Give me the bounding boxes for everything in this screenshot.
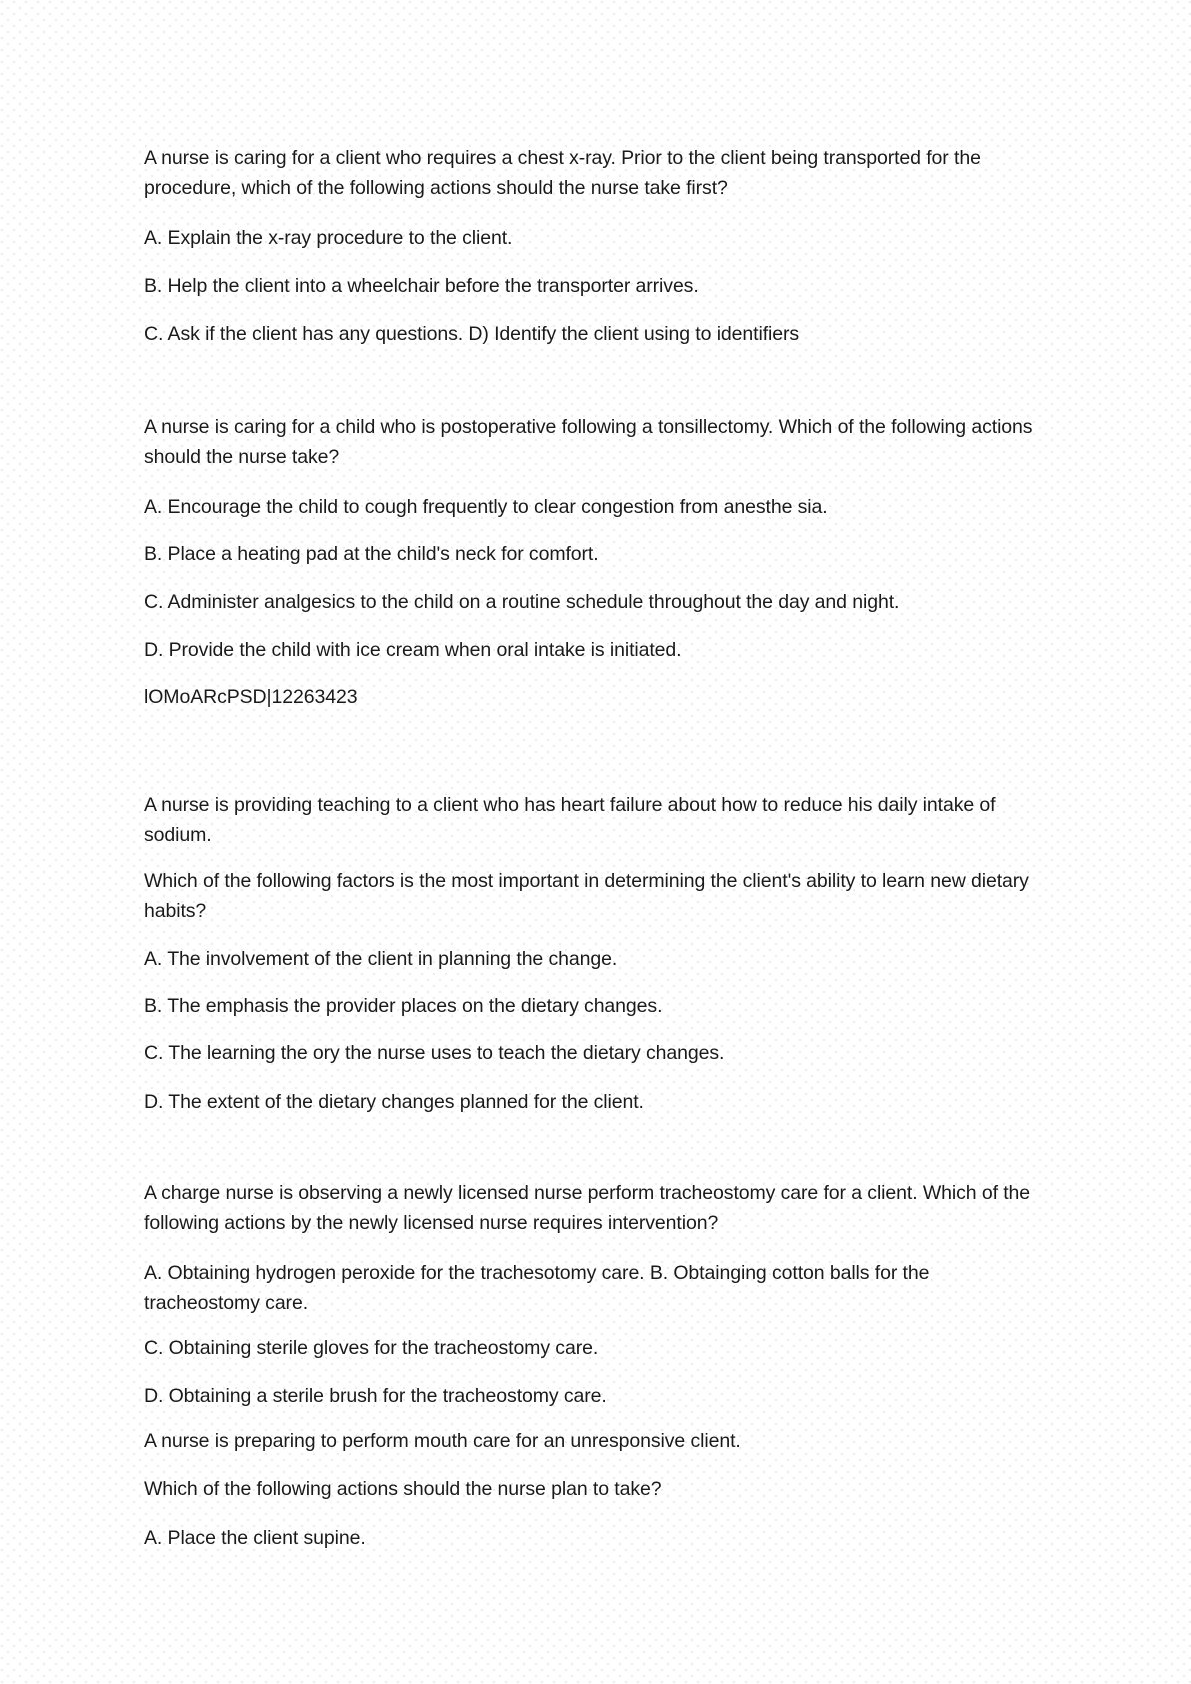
question-4-option-ab: A. Obtaining hydrogen peroxide for the trachesotomy care. B. Obtainging cotton balls for the tracheostomy care.: [144, 1262, 930, 1314]
question-5-stem-line1: A nurse is preparing to perform mouth care for an unresponsive client.: [144, 1430, 741, 1452]
question-2-option-a: A. Encourage the child to cough frequently to clear congestion from anesthe sia.: [144, 496, 828, 518]
question-4-option-d: D. Obtaining a sterile brush for the tracheostomy care.: [144, 1385, 607, 1407]
question-1-option-a: A. Explain the x-ray procedure to the client.: [144, 227, 513, 249]
question-3-stem-line2: Which of the following factors is the most important in determining the client's ability to learn new dietary habits?: [144, 870, 1029, 922]
watermark-id: lOMoARcPSD|12263423: [144, 686, 358, 708]
question-1-stem: A nurse is caring for a client who requires a chest x-ray. Prior to the client being transported for the procedure, which of the following actions should the nurse take first?: [144, 147, 981, 199]
question-4-stem: A charge nurse is observing a newly licensed nurse perform tracheostomy care for a client. Which of the following actions by the newly licensed nurse requires intervention?: [144, 1182, 1031, 1234]
question-2-stem: A nurse is caring for a child who is postoperative following a tonsillectomy. Which of the following actions should the nurse take?: [144, 416, 1033, 468]
question-2-option-b: B. Place a heating pad at the child's neck for comfort.: [144, 543, 599, 565]
question-2-option-d: D. Provide the child with ice cream when oral intake is initiated.: [144, 639, 682, 661]
question-3-option-d: D. The extent of the dietary changes planned for the client.: [144, 1091, 644, 1113]
question-5-stem-line2: Which of the following actions should the nurse plan to take?: [144, 1478, 662, 1500]
question-3-option-c: C. The learning the ory the nurse uses to teach the dietary changes.: [144, 1042, 725, 1064]
question-5-option-a: A. Place the client supine.: [144, 1527, 366, 1549]
question-1-option-b: B. Help the client into a wheelchair before the transporter arrives.: [144, 275, 699, 297]
question-3-stem-line1: A nurse is providing teaching to a client who has heart failure about how to reduce his daily intake of sodium.: [144, 794, 996, 846]
question-1-option-c: C. Ask if the client has any questions. D) Identify the client using to identifiers: [144, 323, 800, 345]
question-3-option-a: A. The involvement of the client in planning the change.: [144, 948, 618, 970]
question-3-option-b: B. The emphasis the provider places on the dietary changes.: [144, 995, 663, 1017]
question-4-option-c: C. Obtaining sterile gloves for the tracheostomy care.: [144, 1337, 599, 1359]
question-2-option-c: C. Administer analgesics to the child on a routine schedule throughout the day and night.: [144, 591, 900, 613]
